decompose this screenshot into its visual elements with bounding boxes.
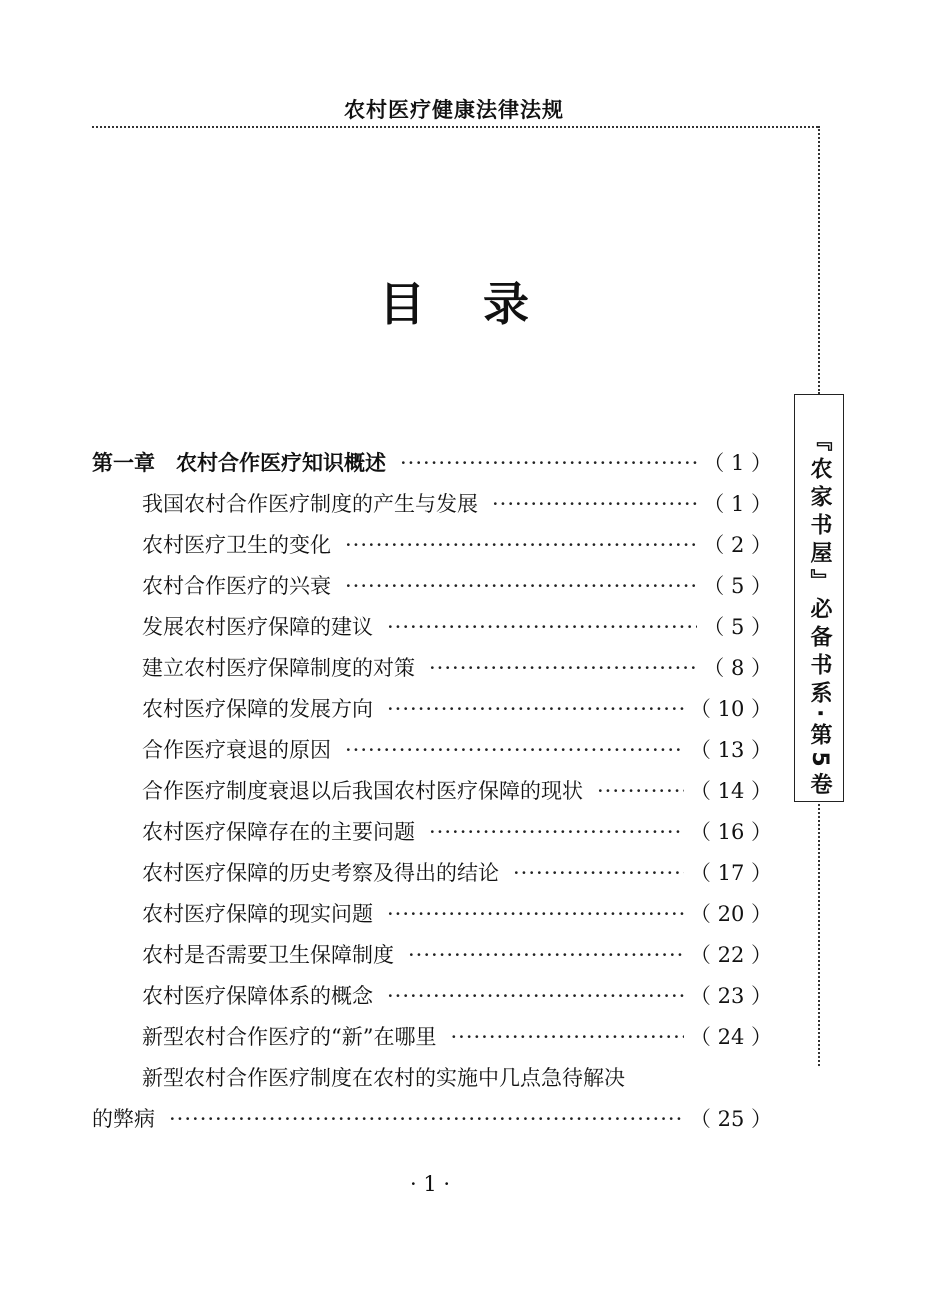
toc-entry-title: 农村医疗保障的发展方向 — [142, 697, 373, 721]
page-number: · 1 · — [409, 1172, 451, 1196]
toc-entry[interactable] — [92, 980, 772, 1021]
toc-entry-title: 合作医疗衰退的原因 — [142, 738, 331, 762]
toc-entry-page: （ 10 ） — [689, 697, 772, 721]
toc-entry-title: 新型农村合作医疗的“新”在哪里 — [142, 1025, 437, 1049]
toc-entry-page: （ 24 ） — [689, 1025, 772, 1049]
side-divider-top — [818, 126, 820, 394]
toc-entry[interactable] — [92, 611, 772, 652]
toc-entry-title: 发展农村医疗保障的建议 — [142, 615, 373, 639]
toc-entry-page: （ 14 ） — [689, 779, 772, 803]
side-divider-bottom — [818, 804, 820, 1066]
series-sidebar — [794, 394, 844, 802]
toc-leader-dots — [450, 1025, 683, 1049]
toc-leader-dots — [492, 492, 697, 516]
header-divider — [92, 126, 818, 128]
toc-leader-dots — [597, 779, 684, 803]
toc-entry-title: 第一章 农村合作医疗知识概述 — [92, 451, 386, 475]
toc-entry-title: 合作医疗制度衰退以后我国农村医疗保障的现状 — [142, 779, 583, 803]
toc-entry[interactable] — [92, 570, 772, 611]
toc-leader-dots — [387, 615, 697, 639]
toc-entry-page: （ 2 ） — [703, 533, 772, 557]
toc-leader-dots — [400, 451, 697, 475]
toc-leader-dots — [345, 738, 684, 762]
toc-entry-title: 我国农村合作医疗制度的产生与发展 — [142, 492, 478, 516]
toc-chapter-entry[interactable] — [92, 447, 772, 488]
toc-entry[interactable] — [92, 857, 772, 898]
toc-entry[interactable] — [92, 488, 772, 529]
series-label: 『农家书屋』必备书系·第5卷 — [807, 429, 832, 801]
toc-entry[interactable] — [92, 816, 772, 857]
toc-entry-page: （ 23 ） — [689, 984, 772, 1008]
toc-entry-page: （ 20 ） — [689, 902, 772, 926]
toc-entry-title: 农村医疗保障的现实问题 — [142, 902, 373, 926]
toc-entry-title: 农村合作医疗的兴衰 — [142, 574, 331, 598]
toc-entry-page: （ 8 ） — [703, 656, 772, 680]
toc-entry-title: 建立农村医疗保障制度的对策 — [142, 656, 415, 680]
toc-entry-page: （ 13 ） — [689, 738, 772, 762]
page-title: 目录 — [379, 277, 587, 331]
toc-leader-dots — [387, 697, 684, 721]
toc-leader-dots — [345, 533, 697, 557]
toc-entry-page: （ 1 ） — [703, 451, 772, 475]
toc-entry[interactable] — [92, 693, 772, 734]
toc-entry-page: （ 22 ） — [689, 943, 772, 967]
toc-entry[interactable] — [92, 939, 772, 980]
toc-leader-dots — [408, 943, 684, 967]
toc-entry-page: （ 5 ） — [703, 615, 772, 639]
toc-entry-page: （ 25 ） — [689, 1107, 772, 1131]
running-header: 农村医疗健康法律法规 — [344, 98, 564, 122]
toc-leader-dots — [169, 1107, 684, 1131]
toc-entry[interactable] — [92, 1021, 772, 1062]
toc-leader-dots — [387, 984, 684, 1008]
toc-leader-dots — [513, 861, 684, 885]
toc-entry-title: 农村是否需要卫生保障制度 — [142, 943, 394, 967]
toc-entry[interactable] — [92, 529, 772, 570]
toc-entry-title: 农村医疗保障存在的主要问题 — [142, 820, 415, 844]
table-of-contents — [92, 447, 772, 1144]
toc-leader-dots — [387, 902, 684, 926]
toc-entry[interactable] — [92, 775, 772, 816]
toc-entry-multiline-first[interactable]: 新型农村合作医疗制度在农村的实施中几点急待解决 — [142, 1066, 625, 1090]
toc-entry-title: 农村医疗卫生的变化 — [142, 533, 331, 557]
toc-entry-title: 农村医疗保障的历史考察及得出的结论 — [142, 861, 499, 885]
toc-entry-page: （ 1 ） — [703, 492, 772, 516]
toc-entry-title: 的弊病 — [92, 1107, 155, 1131]
toc-entry-page: （ 5 ） — [703, 574, 772, 598]
toc-leader-dots — [429, 820, 684, 844]
toc-entry-multiline-last[interactable] — [92, 1103, 772, 1144]
toc-entry-page: （ 16 ） — [689, 820, 772, 844]
toc-leader-dots — [429, 656, 697, 680]
toc-leader-dots — [345, 574, 697, 598]
toc-entry-title: 农村医疗保障体系的概念 — [142, 984, 373, 1008]
toc-entry[interactable] — [92, 898, 772, 939]
toc-entry-page: （ 17 ） — [689, 861, 772, 885]
toc-entry[interactable] — [92, 652, 772, 693]
toc-entry[interactable] — [92, 734, 772, 775]
